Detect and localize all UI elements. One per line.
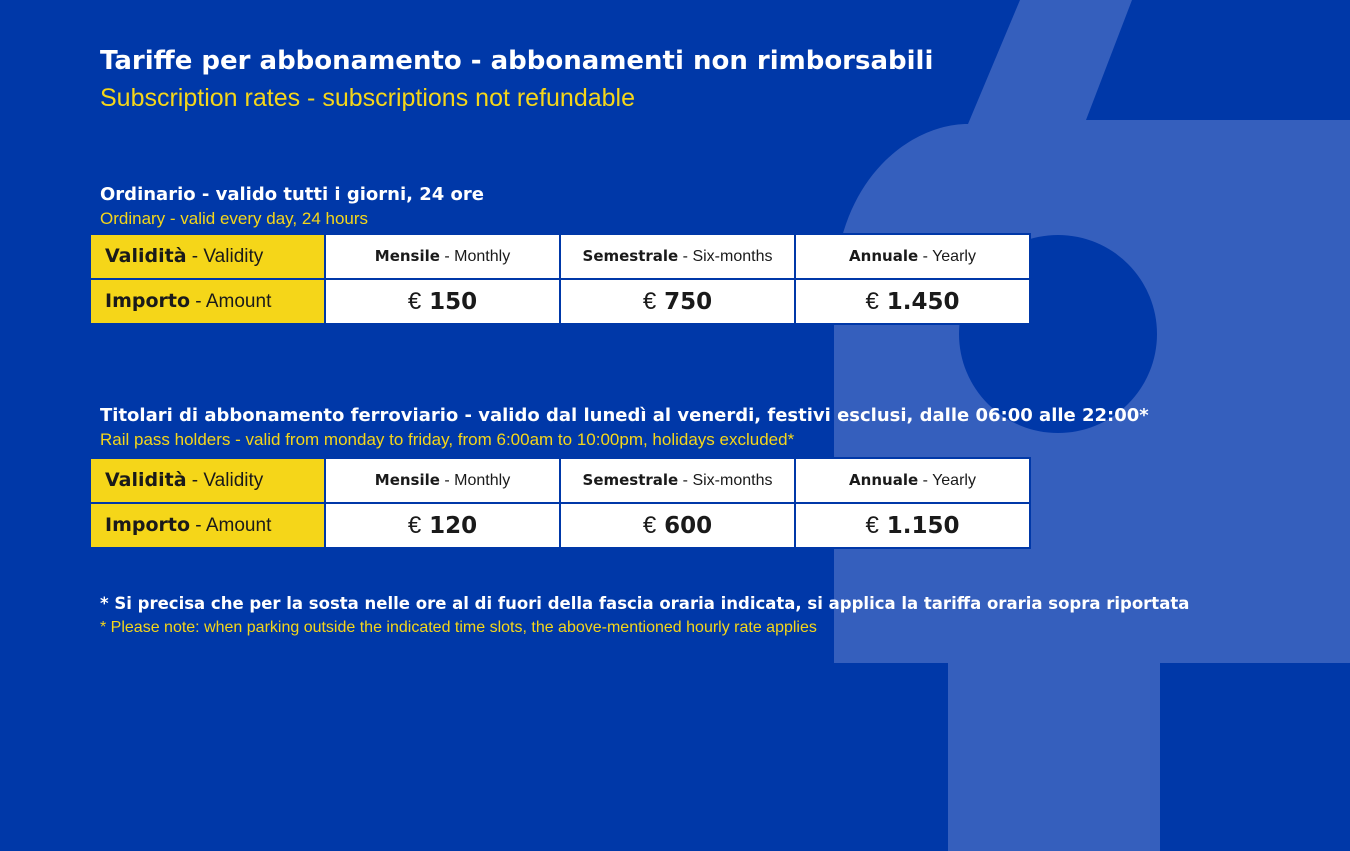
rail-pass-rates-table <box>89 457 1031 549</box>
price-monthly: € 120 <box>325 503 560 548</box>
table-row <box>90 458 1030 503</box>
section-ordinary-subheading: Ordinary - valid every day, 24 hours <box>100 209 369 228</box>
price-monthly: € 150 <box>325 279 560 324</box>
column-monthly: Mensile - Monthly <box>325 234 560 279</box>
validity-label-cell: Validità - Validity <box>90 234 325 279</box>
footnote-english: * Please note: when parking outside the indicated time slots, the above-mentioned hourly rate applies <box>100 619 817 636</box>
column-yearly: Annuale - Yearly <box>795 234 1030 279</box>
footnote-italian: * Si precisa che per la sosta nelle ore al di fuori della fascia oraria indicata, si applica la tariffa oraria sopra riportata <box>100 594 1190 613</box>
table-row <box>90 279 1030 324</box>
table-row <box>90 503 1030 548</box>
price-yearly: € 1.150 <box>795 503 1030 548</box>
table-row <box>90 234 1030 279</box>
section-rail-pass-heading: Titolari di abbonamento ferroviario - valido dal lunedì al venerdi, festivi esclusi, dalle 06:00 alle 22:00* <box>100 405 1149 426</box>
column-yearly: Annuale - Yearly <box>795 458 1030 503</box>
column-six-months: Semestrale - Six-months <box>560 234 795 279</box>
section-ordinary-heading: Ordinario - valido tutti i giorni, 24 ore <box>100 184 485 205</box>
section-rail-pass-subheading: Rail pass holders - valid from monday to friday, from 6:00am to 10:00pm, holidays excluded* <box>100 430 795 449</box>
validity-label-cell: Validità - Validity <box>90 458 325 503</box>
price-yearly: € 1.450 <box>795 279 1030 324</box>
page-subtitle: Subscription rates - subscriptions not refundable <box>100 84 636 112</box>
amount-label-cell: Importo - Amount <box>90 279 325 324</box>
ordinary-rates-table <box>89 233 1031 325</box>
price-six-months: € 600 <box>560 503 795 548</box>
price-six-months: € 750 <box>560 279 795 324</box>
column-six-months: Semestrale - Six-months <box>560 458 795 503</box>
amount-label-cell: Importo - Amount <box>90 503 325 548</box>
page-title: Tariffe per abbonamento - abbonamenti non rimborsabili <box>100 46 934 76</box>
column-monthly: Mensile - Monthly <box>325 458 560 503</box>
